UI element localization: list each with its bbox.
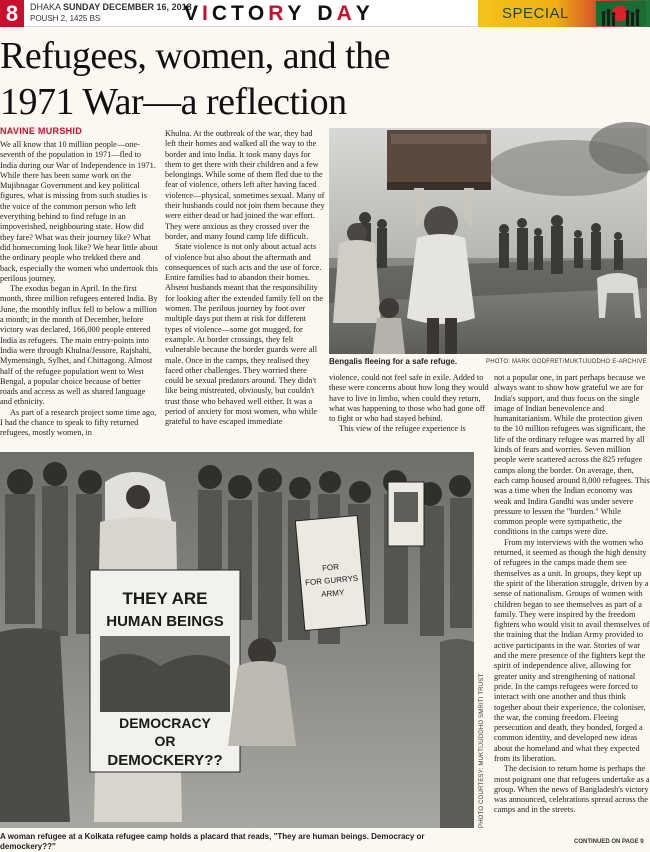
woman-refugee-placard-photo xyxy=(0,452,474,828)
paragraph: The exodus began in April. In the first month, three million refugees entered India. By June, the monthly influx fell to below a million a month; in the month of December, before victory was declared, 166,000 people entered India as refugees. The main entry-points into India were through Khulna/Jessore, Rajshahi, Mymensingh, Sylhet, and Chittagong. Almost half of the refugee population went to West Bengal, a popular choice because of better roads and access as well as shared language and ethnicity. xyxy=(0,284,158,407)
section-title-letter: V xyxy=(184,2,201,25)
section-title-letter: C xyxy=(211,2,230,25)
paragraph: We all know that 10 million people—one-seventh of the population in 1971—fled to India during our War of Independence in 1971. While there has been some work on the Mujibnagar Government and key political figures, what is missing from such studies is the voice of the common person who left everything behind to find refuge in an impoverished, neighbouring state. How did they fare? What was their journey like? What did homecoming look like? We hear little about the ordinary people who trekked there and back, especially the women who undertook this perilous journey. xyxy=(0,140,158,283)
dateline-date: SUNDAY DECEMBER 16, 2018 xyxy=(63,2,192,12)
placard-text: THEY ARE xyxy=(122,589,208,608)
page-header xyxy=(0,0,650,27)
paragraph: Khulna. At the outbreak of the war, they had left their homes and walked all the way to the border and into India. It took many days for them to get there with their children and a few belongings. While some of them fled due to the fear of violence, others left after having faced violence—physical, sometimes sexual. Many of their husbands could not join them because they were either dead or had joined the war effort. They were anxious as they crossed over the border, and many found camp life difficult. xyxy=(165,129,325,241)
section-title-letter: A xyxy=(336,2,354,25)
page-number: 8 xyxy=(0,0,24,27)
refugees-fleeing-photo xyxy=(329,128,647,354)
placard-text: DEMOCRACY xyxy=(119,715,211,731)
article-column-4 xyxy=(494,373,650,835)
placard-text: OR xyxy=(154,733,176,749)
photo-credit: PHOTO COURTESY: MUKTIJUDDHO SMRITI TRUST xyxy=(479,673,485,828)
article-column-3 xyxy=(329,373,489,445)
dateline-city: DHAKA xyxy=(30,2,61,12)
section-title-letter: R xyxy=(268,2,286,25)
photo-caption: Bengalis fleeing for a safe refuge. xyxy=(329,357,458,366)
section-title-letter: Y xyxy=(287,2,304,25)
paragraph: not a popular one, in part perhaps because we always want to show how grateful we are for India's support, and thus focus on the single image of Indian benevolence and humanitarianism. While the protection given to the 10 million refugees was significant, the life of the ordinary refugee was marred by all kinds of fears and worries. Seven million people were scattered across the 825 refugee camps along the border. On average, then, each camp housed around 8,000 refugees. This was a time when the Indian economy was weak and Indira Gandhi was under severe pressure to lessen the "burden." While common people were sympathetic, the conditions in the camps were dire. xyxy=(494,373,650,537)
placard-text: FOR xyxy=(321,562,340,573)
paragraph: From my interviews with the women who returned, it seemed as though the high density of refugees in the camps made them see themselves as a unit. In groups, they kept up the spirit of the liberation struggle, driven by a sense of nationalism. Groups of women with children began to see themselves as part of a family. They were inspired by the freedom fighters who would visit to avail themselves of the training that the Indian Army provided to active participants in the war. Stories of war and the mere presence of the fighters kept the spirit of independence alive, allowing for greater unity and strengthening of national pride. In the camps refugees were forced to interact with one another and thus think together about their experience, the coloniser, the war, the coming freedom. Fleeing persecution and death, they bonded, forged a common identity, and developed new ideas about the homeland and what they expected from its liberation. xyxy=(494,537,650,763)
paragraph: The decision to return home is perhaps the most poignant one that refugees undertake as a group. When the news of Bangladesh's victory was announced, celebrations spread across the camps and in the streets. xyxy=(494,764,650,815)
placard-text: DEMOCKERY?? xyxy=(107,752,223,769)
photo-illustration xyxy=(329,128,647,354)
placard-text: HUMAN BEINGS xyxy=(106,613,224,630)
section-title-letter: O xyxy=(247,2,267,25)
author-byline: NAVINE MURSHID xyxy=(0,126,83,136)
headline-line1: Refugees, women, and the xyxy=(0,35,391,77)
section-title-letter: I xyxy=(202,2,210,25)
section-title-letter: D xyxy=(317,2,335,25)
paragraph: State violence is not only about actual acts of violence but also about the aftermath and consequences of such acts and the use of force. Entire families had to abandon their homes. Absent husbands meant that the responsibility for looking after the extended family fell on the women. The perilous journey by foot over multiple days put them at risk for different types of violence—some got mugged, for example. At border crossings, they felt vulnerable because the border guards were all male. Once in the camps, they realised they faced other challenges. They worried there could be sexual predators around. They didn't like being mistreated, obviously, but couldn't trust those who behaved well either. It was a period of anxiety for most women, who while grateful to have escaped immediate xyxy=(165,242,324,427)
flag-emblem-icon xyxy=(596,1,646,26)
paragraph: This view of the refugee experience is xyxy=(339,424,466,434)
section-title xyxy=(184,0,372,27)
photo-caption: A woman refugee at a Kolkata refugee camp holds a placard that reads, "They are human beings. Democracy or demockery??" xyxy=(0,832,425,851)
continued-notice: CONTINUED ON PAGE 9 xyxy=(574,839,644,845)
dateline xyxy=(30,2,192,13)
special-label: SPECIAL xyxy=(502,5,569,22)
dateline-bangla: POUSH 2, 1425 BS xyxy=(30,14,101,23)
section-title-letter: Y xyxy=(355,2,372,25)
paragraph: As part of a research project some time ago, I had the chance to speak to fifty returned refugees, mostly women, in xyxy=(0,407,157,438)
photo-credit: PHOTO: MARK GODFRET/MUKTIJUDDHO E-ARCHIVE xyxy=(486,359,647,365)
headline-line2: 1971 War—a reflection xyxy=(0,81,347,123)
headline xyxy=(0,33,470,125)
photo-illustration xyxy=(0,452,474,828)
article-column-1 xyxy=(0,140,158,440)
article-column-2 xyxy=(165,129,325,451)
placard-text: FOR GURRYS xyxy=(304,573,359,588)
placard-text: ARMY xyxy=(320,587,345,599)
paragraph: violence, could not feel safe in exile. Added to these were concerns about how long they would have to live in limbo, when could they return, what was happening to those who had gone off to fight or who had stayed behind. xyxy=(329,373,489,424)
section-title-letter: T xyxy=(231,2,246,25)
